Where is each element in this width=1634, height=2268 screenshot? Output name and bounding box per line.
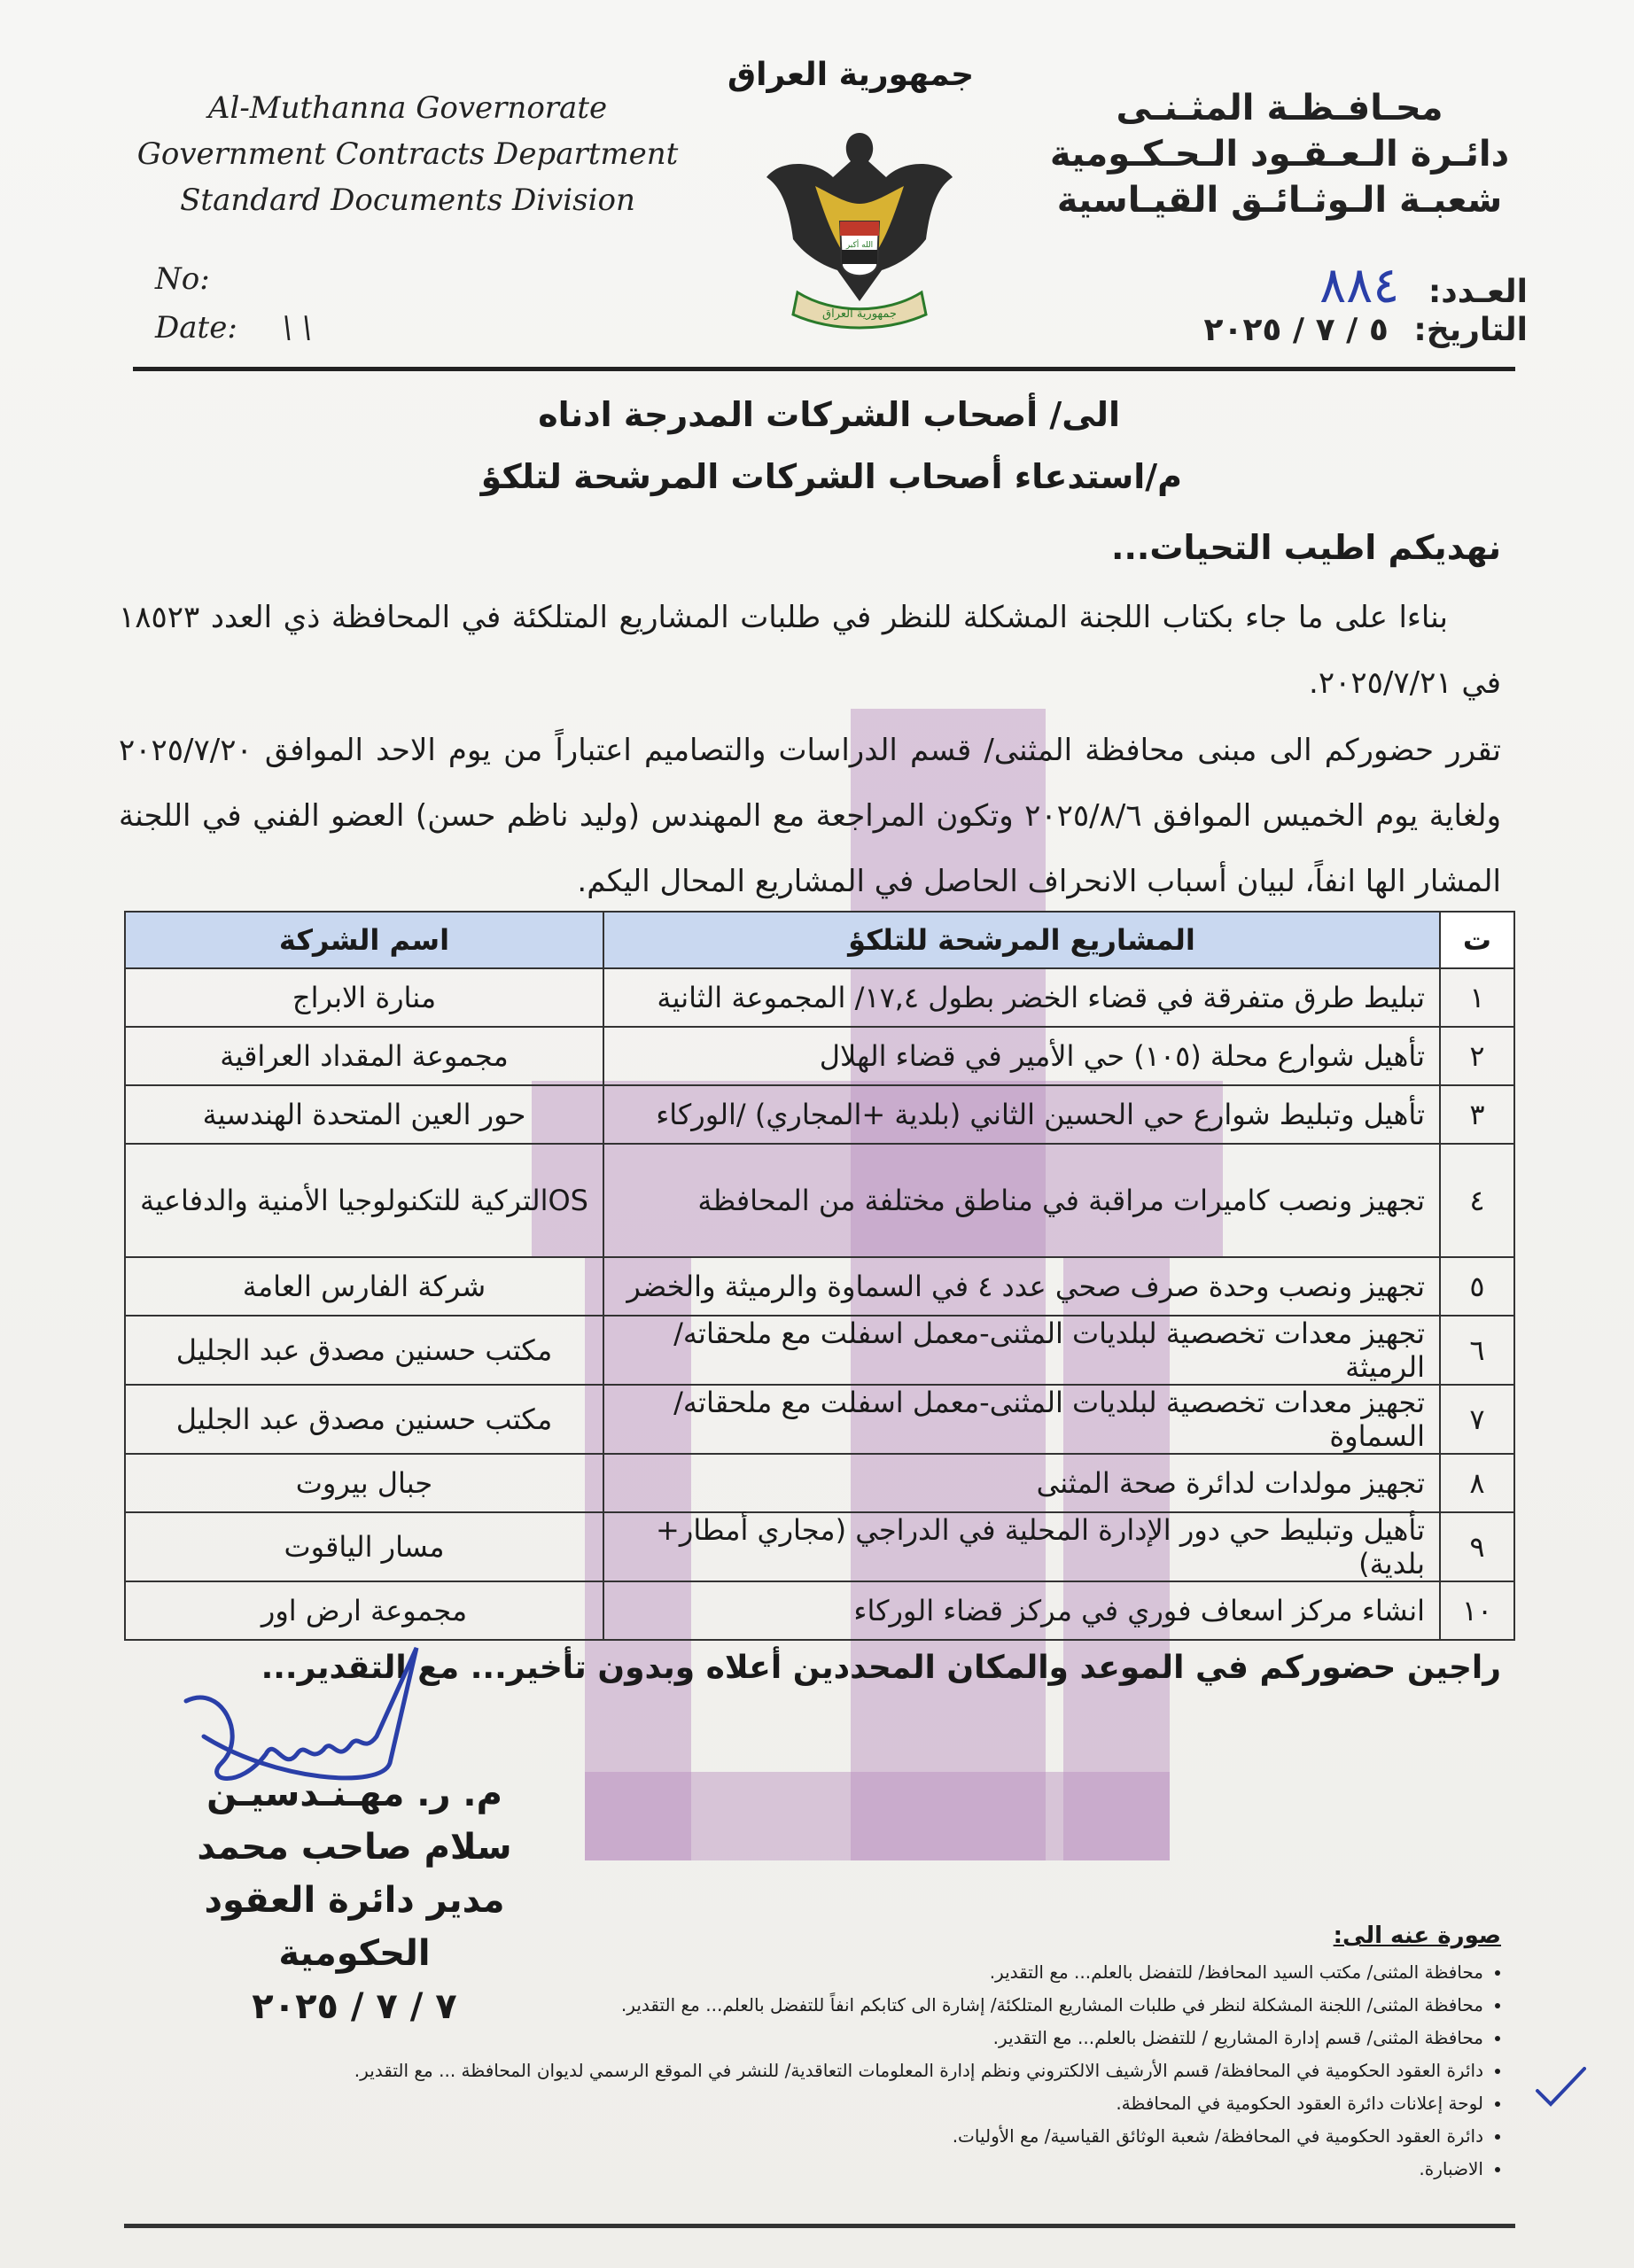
number-label: العـدد:	[1428, 274, 1528, 310]
row-company: OSالتركية للتكنولوجيا الأمنية والدفاعية	[125, 1144, 603, 1257]
letter-subject: م/استدعاء أصحاب الشركات المرشحة لتلكؤ	[480, 457, 1182, 496]
signature-date: ٧ / ٧ / ٢٠٢٥	[252, 1986, 457, 2027]
row-company: مكتب حسنين مصدق عبد الجليل	[125, 1385, 603, 1454]
paragraph-2: تقرر حضوركم الى مبنى محافظة المثنى/ قسم الدراسات والتصاميم اعتباراً من يوم الاحد الموافق ٢٠٢٥/٧/٢٠ ولغاية يوم الخميس الموافق ٢٠٢٥/٨/٦ وتكون المراجعة مع المهندس (وليد ناظم حسن) العضو الفني في اللجنة المشار الها انفاً، لبيان أسباب الانحراف الحاصل في المشاريع المحال اليكم.	[119, 733, 1501, 899]
row-no: ٧	[1440, 1385, 1514, 1454]
row-no: ٨	[1440, 1454, 1514, 1512]
row-company: مسار الياقوت	[125, 1512, 603, 1581]
row-project: تأهيل وتبليط شوارع حي الحسين الثاني (بلدية +المجاري) /الوركاء	[603, 1085, 1440, 1144]
row-company: منارة الابراج	[125, 968, 603, 1027]
header-company: اسم الشركة	[125, 912, 603, 968]
english-header	[106, 85, 709, 223]
table-row	[125, 968, 1514, 1027]
row-no: ٣	[1440, 1085, 1514, 1144]
list-item: • دائرة العقود الحكومية في المحافظة/ قسم الأرشيف الالكتروني ونظم إدارة المعلومات التعاقدية/ للنشر في الموقع الرسمي لديوان المحافظة ... مع التقدير.	[48, 2054, 1483, 2087]
cc-title: صورة عنه الى:	[1333, 1922, 1501, 1949]
table-row	[125, 1257, 1514, 1316]
header-divider	[133, 367, 1515, 371]
signer-position: مدير دائرة العقود الحكومية	[204, 1880, 505, 1974]
emblem-text: الله أكبر	[845, 241, 874, 250]
header-project: المشاريع المرشحة للتلكؤ	[603, 912, 1440, 968]
row-no: ٤	[1440, 1144, 1514, 1257]
list-item: • الاضبارة.	[48, 2153, 1483, 2186]
row-company: شركة الفارس العامة	[125, 1257, 603, 1316]
row-project: تبليط طرق متفرقة في قضاء الخضر بطول ١٧,٤/ المجموعة الثانية	[603, 968, 1440, 1027]
letter-recipient: الى/ أصحاب الشركات المدرجة ادناه	[538, 395, 1120, 434]
row-project: تأهيل وتبليط حي دور الإدارة المحلية في الدراجي (مجاري أمطار+ بلدية)	[603, 1512, 1440, 1581]
number-value: ٨٨٤	[1319, 257, 1400, 315]
table-row	[125, 1385, 1514, 1454]
row-company: حور العين المتحدة الهندسية	[125, 1085, 603, 1144]
english-line-2: Government Contracts Department	[136, 136, 679, 172]
table-row	[125, 1316, 1514, 1385]
date-label: Date:	[155, 310, 237, 346]
row-no: ١٠	[1440, 1581, 1514, 1640]
table-row	[125, 1085, 1514, 1144]
row-no: ١	[1440, 968, 1514, 1027]
arabic-header	[1031, 85, 1528, 223]
row-project: تجهيز مولدات لدائرة صحة المثنى	[603, 1454, 1440, 1512]
arabic-line-2: دائـرة الـعـقـود الـحـكـومية	[1049, 134, 1510, 175]
table-row	[125, 1144, 1514, 1257]
row-no: ٢	[1440, 1027, 1514, 1085]
english-line-1: Al-Muthanna Governorate	[207, 90, 608, 126]
date-label-en	[155, 310, 312, 346]
row-no: ٦	[1440, 1316, 1514, 1385]
date-ar-value: ٥ / ٧ / ٢٠٢٥	[1203, 312, 1389, 348]
table-row	[125, 1454, 1514, 1512]
signer-name: سلام صاحب محمد	[197, 1827, 512, 1868]
arabic-line-3: شعبـة الـوثـائـق القيـاسية	[1056, 180, 1503, 221]
paragraph-1: بناءا على ما جاء بكتاب اللجنة المشكلة للنظر في طلبات المشاريع المتلكئة في المحافظة ذي العدد ١٨٥٢٣ في ٢٠٢٥/٧/٢١.	[119, 600, 1501, 701]
letter-greeting: نهديكم اطيب التحيات...	[1111, 528, 1501, 567]
signer-title: م. ر. مهـنـدسيـن	[206, 1774, 502, 1814]
date-field-ar	[1204, 312, 1529, 348]
cc-list	[48, 1956, 1519, 2186]
table-row	[125, 1512, 1514, 1581]
republic-title: جمهورية العراق	[727, 57, 975, 93]
row-project: انشاء مركز اسعاف فوري في مركز قضاء الوركاء	[603, 1581, 1440, 1640]
header-no: ت	[1440, 912, 1514, 968]
checkmark-icon	[1533, 2064, 1586, 2109]
row-company: جبال بيروت	[125, 1454, 603, 1512]
row-no: ٥	[1440, 1257, 1514, 1316]
list-item: • محافظة المثنى/ قسم إدارة المشاريع / للتفضل بالعلم... مع التقدير.	[48, 2022, 1483, 2054]
table-row	[125, 1027, 1514, 1085]
list-item: • محافظة المثنى/ مكتب السيد المحافظ/ للتفضل بالعلم... مع التقدير.	[48, 1956, 1483, 1989]
english-line-3: Standard Documents Division	[180, 183, 635, 218]
closing-line: راجين حضوركم في الموعد والمكان المحددين أعلاه وبدون تأخير... مع التقدير...	[261, 1650, 1501, 1686]
emblem-banner: جمهورية العراق	[822, 307, 897, 321]
list-item: • محافظة المثنى/ اللجنة المشكلة لنظر في طلبات المشاريع المتلكئة/ إشارة الى كتابكم انفاً للتفضل بالعلم... مع التقدير.	[48, 1989, 1483, 2022]
row-project: تأهيل شوارع محلة (١٠٥) حي الأمير في قضاء الهلال	[603, 1027, 1440, 1085]
date-blank: \ \	[282, 310, 313, 346]
number-field	[1319, 257, 1528, 315]
row-no: ٩	[1440, 1512, 1514, 1581]
row-project: تجهيز ونصب كاميرات مراقبة في مناطق مختلفة من المحافظة	[603, 1144, 1440, 1257]
list-item: • لوحة إعلانات دائرة العقود الحكومية في المحافظة.	[48, 2087, 1483, 2120]
eagle-emblem-icon	[762, 124, 957, 337]
arabic-line-1: محـافـظـة المثـنـى	[1116, 88, 1443, 128]
date-ar-label: التاريخ:	[1413, 312, 1528, 348]
list-item: • دائرة العقود الحكومية في المحافظة/ شعبة الوثائق القياسية/ مع الأوليات.	[48, 2120, 1483, 2153]
projects-table	[124, 911, 1515, 1641]
row-project: تجهيز معدات تخصصية لبلديات المثنى-معمل اسفلت مع ملحقاته/ الرميثة	[603, 1316, 1440, 1385]
row-company: مجموعة المقداد العراقية	[125, 1027, 603, 1085]
row-project: تجهيز ونصب وحدة صرف صحي عدد ٤ في السماوة والرميثة والخضر	[603, 1257, 1440, 1316]
footer-divider	[124, 2224, 1515, 2228]
no-label: No:	[155, 261, 210, 297]
row-company: مجموعة ارض اور	[125, 1581, 603, 1640]
row-project: تجهيز معدات تخصصية لبلديات المثنى-معمل اسفلت مع ملحقاته/ السماوة	[603, 1385, 1440, 1454]
table-header-row	[125, 912, 1514, 968]
row-company: مكتب حسنين مصدق عبد الجليل	[125, 1316, 603, 1385]
